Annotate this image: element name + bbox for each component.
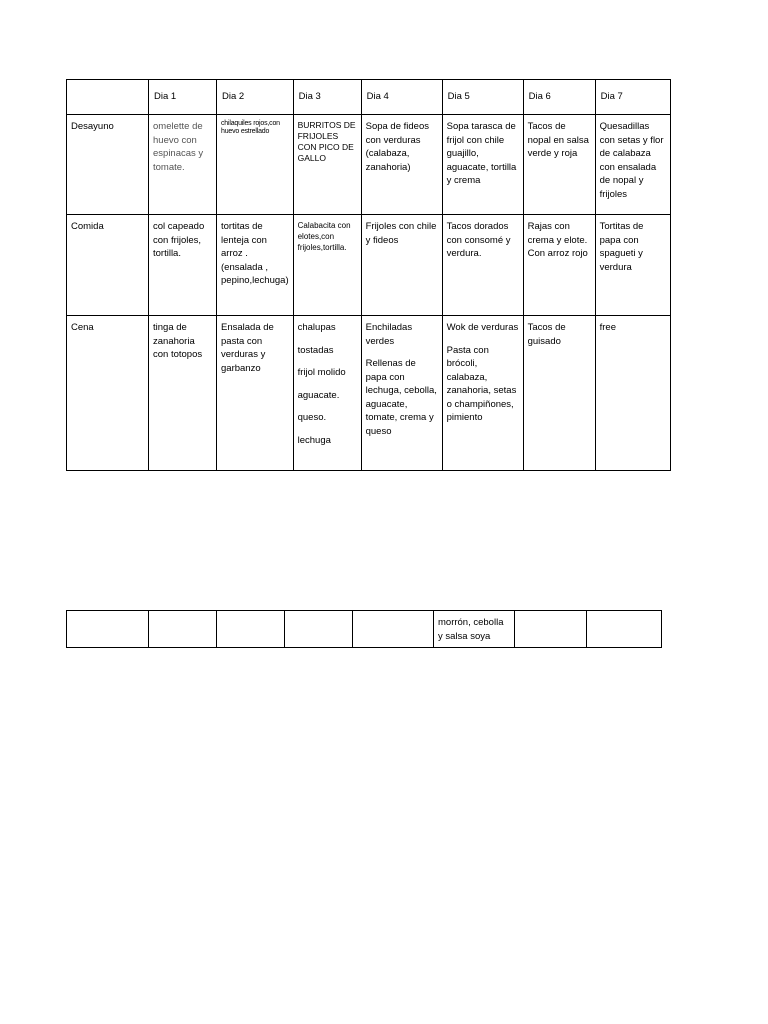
desayuno-dia-3: BURRITOS DE FRIJOLES CON PICO DE GALLO bbox=[293, 115, 361, 215]
cena-dia-3-line-1: chalupas bbox=[297, 322, 336, 333]
comida-dia-5: Tacos dorados con consomé y verdura. bbox=[442, 215, 523, 316]
header-day-6: Dia 6 bbox=[523, 80, 595, 115]
cena-dia-4 bbox=[361, 316, 442, 471]
cena-dia-5 bbox=[442, 316, 523, 471]
cena-dia-3-line-3: frijol molido bbox=[297, 367, 346, 378]
continuation-empty-7 bbox=[515, 611, 587, 648]
comida-dia-2: tortitas de lenteja con arroz .(ensalada , pepino,lechuga) bbox=[217, 215, 294, 316]
desayuno-label: Desayuno bbox=[67, 115, 149, 215]
desayuno-dia-5: Sopa tarasca de frijol con chile guajillo, aguacate, tortilla y crema bbox=[442, 115, 523, 215]
continuation-empty-4 bbox=[285, 611, 353, 648]
header-corner-cell bbox=[67, 80, 149, 115]
cena-dia-3-line-4: aguacate. bbox=[297, 389, 340, 401]
desayuno-dia-7: Quesadillas con setas y flor de calabaza con ensalada de nopal y frijoles bbox=[595, 115, 670, 215]
cena-dia-1: tinga de zanahoria con totopos bbox=[149, 316, 217, 471]
cena-dia-4-para-2: Rellenas de papa con lechuga, cebolla, aguacate, tomate, crema y queso bbox=[365, 358, 437, 437]
comida-dia-6: Rajas con crema y elote. Con arroz rojo bbox=[523, 215, 595, 316]
desayuno-dia-2: chilaquiles rojos,con huevo estrellado bbox=[217, 115, 294, 215]
cena-dia-5-para-2: Pasta con brócoli, calabaza, zanahoria, setas o champiñones, pimiento bbox=[446, 344, 517, 423]
comida-dia-4: Frijoles con chile y fideos bbox=[361, 215, 442, 316]
meal-plan-table bbox=[66, 79, 671, 471]
continuation-empty-8 bbox=[587, 611, 662, 648]
cena-dia-2: Ensalada de pasta con verduras y garbanzo bbox=[217, 316, 294, 471]
cena-row bbox=[67, 316, 671, 471]
comida-label: Comida bbox=[67, 215, 149, 316]
desayuno-dia-1: omelette de huevo con espinacas y tomate. bbox=[149, 115, 217, 215]
continuation-empty-1 bbox=[67, 611, 149, 648]
cena-dia-4-para-1: Enchiladas verdes bbox=[365, 322, 413, 347]
header-row bbox=[67, 80, 671, 115]
cena-label: Cena bbox=[67, 316, 149, 471]
desayuno-dia-6: Tacos de nopal en salsa verde y roja bbox=[523, 115, 595, 215]
continuation-row bbox=[67, 611, 662, 648]
header-day-3: Dia 3 bbox=[293, 80, 361, 115]
continuation-dia-5: morrón, cebolla y salsa soya bbox=[434, 611, 515, 648]
cena-dia-3-line-6: lechuga bbox=[297, 434, 331, 446]
continuation-empty-3 bbox=[217, 611, 285, 648]
continuation-empty-5 bbox=[353, 611, 434, 648]
continuation-table bbox=[66, 610, 662, 648]
header-day-1: Dia 1 bbox=[149, 80, 217, 115]
continuation-empty-2 bbox=[149, 611, 217, 648]
header-day-7: Dia 7 bbox=[595, 80, 670, 115]
desayuno-dia-4: Sopa de fideos con verduras (calabaza, zanahoria) bbox=[361, 115, 442, 215]
cena-dia-3-line-2: tostadas bbox=[297, 344, 334, 356]
cena-dia-6: Tacos de guisado bbox=[523, 316, 595, 471]
comida-dia-7: Tortitas de papa con spagueti y verdura bbox=[595, 215, 670, 316]
cena-dia-5-para-1: Wok de verduras bbox=[446, 322, 519, 333]
header-day-5: Dia 5 bbox=[442, 80, 523, 115]
header-day-4: Dia 4 bbox=[361, 80, 442, 115]
cena-dia-3 bbox=[293, 316, 361, 471]
desayuno-row bbox=[67, 115, 671, 215]
cena-dia-7: free bbox=[595, 316, 670, 471]
header-day-2: Dia 2 bbox=[217, 80, 294, 115]
cena-dia-3-line-5: queso. bbox=[297, 412, 327, 423]
comida-dia-1: col capeado con frijoles, tortilla. bbox=[149, 215, 217, 316]
comida-row bbox=[67, 215, 671, 316]
comida-dia-3: Calabacita con elotes,con frijoles,tortilla. bbox=[293, 215, 361, 316]
